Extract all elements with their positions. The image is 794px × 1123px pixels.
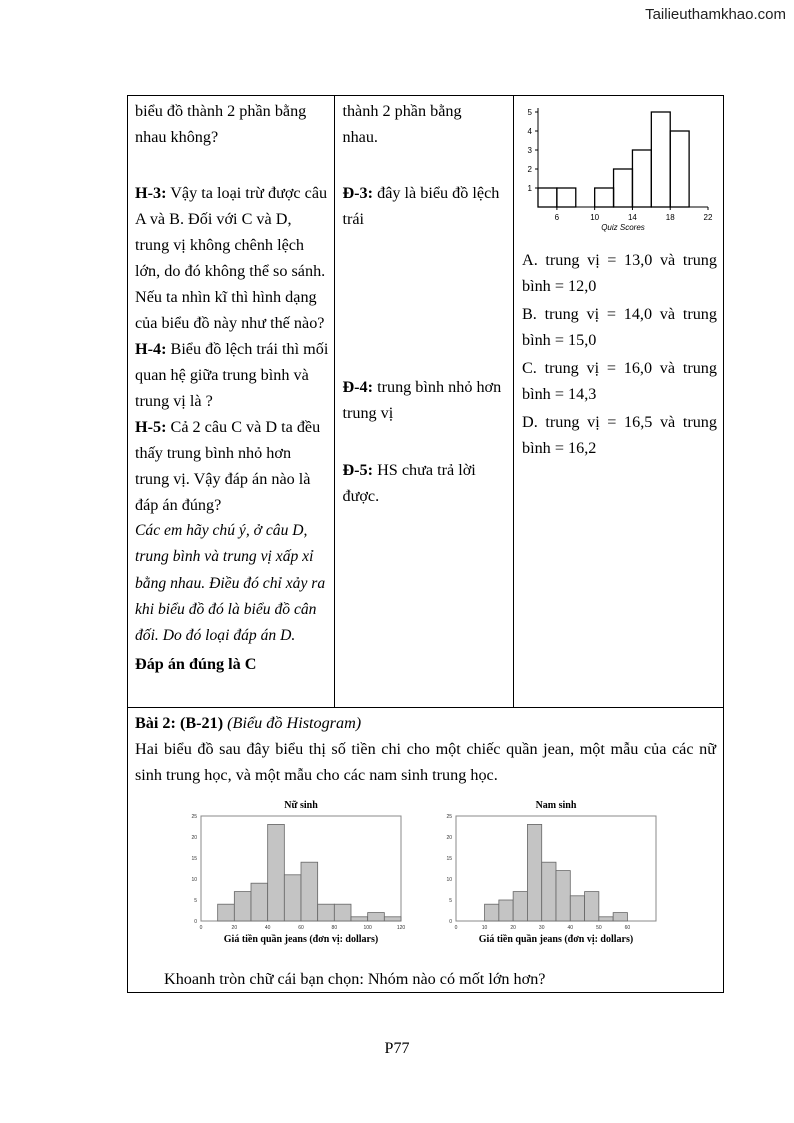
watermark: Tailieuthamkhao.com	[645, 6, 786, 23]
x-tick-label: 100	[363, 925, 372, 931]
histogram-bar	[334, 904, 351, 921]
histogram-bar	[301, 862, 318, 921]
x-tick-label: 0	[454, 925, 458, 931]
x-tick-label: 120	[396, 925, 406, 931]
chart-title: Nam sinh	[535, 800, 577, 811]
histogram-bar	[614, 169, 633, 207]
histogram-bar	[251, 883, 268, 921]
histogram-bar	[632, 150, 651, 207]
exercise-title-italic: (Biểu đồ Histogram)	[227, 714, 362, 732]
lesson-table	[127, 95, 724, 993]
y-tick-label: 25	[191, 814, 197, 820]
exercise-2-cell	[128, 708, 724, 993]
option-d: D. trung vị = 16,5 và trung bình = 16,2	[522, 413, 717, 457]
y-tick-label: 0	[449, 919, 452, 925]
x-tick-label: 20	[231, 925, 238, 931]
x-tick-label: 22	[703, 213, 713, 222]
x-tick-label: 40	[567, 925, 574, 931]
boys-histogram	[440, 796, 668, 954]
answer-fragment-line2: nhau.	[342, 128, 378, 146]
histogram-bar	[218, 904, 235, 921]
d5-label: Đ-5:	[342, 461, 374, 479]
y-tick-label: 5	[194, 898, 197, 904]
table-row	[128, 708, 724, 993]
h4-text: Biểu đồ lệch trái thì mối quan hệ giữa trung bình và trung vị là ?	[135, 340, 329, 410]
question-fragment-line1: biểu đồ thành 2 phần bằng	[135, 102, 307, 120]
histogram-bar	[485, 904, 499, 921]
chart-title: Nữ sinh	[284, 800, 318, 811]
x-tick-label: 50	[596, 925, 602, 931]
y-tick-label: 15	[191, 856, 197, 862]
histogram-bar	[542, 862, 556, 921]
x-axis-label: Giá tiền quần jeans (đơn vị: dollars)	[478, 934, 634, 945]
y-tick-label: 10	[446, 877, 452, 883]
exercise-title	[135, 710, 716, 736]
x-tick-label: 60	[298, 925, 304, 931]
question-fragment-line2: nhau không?	[135, 128, 219, 146]
histogram-bar	[595, 188, 614, 207]
h4-paragraph	[135, 336, 328, 414]
x-tick-label: 20	[510, 925, 516, 931]
x-tick-label: 0	[199, 925, 203, 931]
table-row	[128, 96, 724, 708]
y-tick-label: 1	[527, 184, 532, 193]
y-tick-label: 20	[446, 835, 452, 841]
y-tick-label: 0	[194, 919, 197, 925]
h4-label: H-4:	[135, 340, 167, 358]
histogram-bar	[599, 917, 613, 921]
histogram-bar	[570, 896, 584, 921]
histogram-bar	[318, 904, 335, 921]
h3-label: H-3:	[135, 184, 167, 202]
y-tick-label: 15	[446, 856, 452, 862]
student-answers-cell	[335, 96, 514, 708]
y-tick-label: 4	[527, 127, 532, 136]
x-axis-label: Giá tiền quần jeans (đơn vị: dollars)	[223, 934, 379, 945]
teacher-questions-cell	[128, 96, 335, 708]
x-tick-label: 60	[624, 925, 631, 931]
x-tick-label: 10	[590, 213, 600, 222]
d3-text: đây là biểu đồ lệch trái	[342, 184, 500, 228]
histogram-bar	[527, 824, 541, 921]
histogram-bar	[499, 900, 513, 921]
x-tick-label: 14	[627, 213, 637, 222]
y-tick-label: 20	[191, 835, 197, 841]
histogram-bar	[651, 112, 670, 207]
options-cell	[514, 96, 724, 708]
x-tick-label: 30	[538, 925, 545, 931]
correct-answer: Đáp án đúng là C	[135, 655, 257, 674]
d4-label: Đ-4:	[342, 378, 374, 396]
h5-paragraph	[135, 414, 328, 518]
y-tick-label: 5	[449, 898, 452, 904]
h3-paragraph	[135, 180, 328, 336]
h5-text: Cả 2 câu C và D ta đều thấy trung bình nhỏ hơn trung vị. Vậy đáp án nào là đáp án đúng?	[135, 418, 321, 514]
x-tick-label: 80	[331, 925, 338, 931]
answer-fragment-line1: thành 2 phần bằng	[342, 102, 462, 120]
histogram-bar	[284, 875, 301, 921]
histogram-bar	[513, 892, 527, 921]
page-number: P77	[384, 1040, 410, 1057]
y-tick-label: 5	[527, 108, 532, 117]
x-axis-label: Quiz Scores	[601, 223, 645, 232]
d5-text: HS chưa trả lời được.	[342, 461, 476, 505]
d4-text: trung bình nhỏ hơn trung vị	[342, 378, 502, 422]
d3-paragraph	[342, 180, 507, 232]
d4-paragraph	[342, 374, 507, 426]
option-a: A. trung vị = 13,0 và trung bình = 12,0	[522, 251, 717, 295]
x-tick-label: 40	[264, 925, 271, 931]
quiz-scores-histogram	[520, 102, 716, 236]
x-tick-label: 6	[554, 213, 560, 222]
h3-text: Vậy ta loại trừ được câu A và B. Đối với C và D, trung vị không chênh lệch lớn, do đó không thể so sánh. Nếu ta nhìn kĩ thì hình dạng của biểu đồ này như thế nào?	[135, 184, 328, 332]
exercise-title-bold: Bài 2: (B-21)	[135, 714, 224, 732]
histogram-bar	[351, 917, 368, 921]
teacher-note: Các em hãy chú ý, ở câu D, trung bình và trung vị xấp xỉ bằng nhau. Điều đó chỉ xảy ra khi biểu đồ đó là biểu đồ cân đối. Do đó loại đáp án D.	[135, 522, 326, 645]
histogram-bar	[268, 824, 285, 921]
histogram-bar	[234, 892, 251, 921]
histogram-bar	[556, 871, 570, 921]
y-tick-label: 10	[191, 877, 197, 883]
x-tick-label: 10	[481, 925, 488, 931]
y-tick-label: 2	[527, 165, 532, 174]
h5-label: H-5:	[135, 418, 167, 436]
histogram-bar	[613, 913, 627, 921]
d5-paragraph	[342, 457, 507, 509]
x-tick-label: 18	[665, 213, 675, 222]
histogram-bar	[557, 188, 576, 207]
histogram-bar	[384, 917, 401, 921]
histogram-bar	[538, 188, 557, 207]
exercise-text: Hai biểu đồ sau đây biểu thị số tiền chi cho một chiếc quần jean, một mẫu của các nữ sinh trung học, và một mẫu cho các nam sinh trung học.	[135, 740, 716, 784]
option-b: B. trung vị = 14,0 và trung bình = 15,0	[522, 305, 717, 349]
histogram-bar	[670, 131, 689, 207]
option-c: C. trung vị = 16,0 và trung bình = 14,3	[522, 359, 717, 403]
girls-histogram	[185, 796, 413, 954]
exercise-question: Khoanh tròn chữ cái bạn chọn: Nhóm nào có mốt lớn hơn?	[164, 970, 546, 988]
d3-label: Đ-3:	[342, 184, 374, 202]
histogram-bar	[585, 892, 599, 921]
y-tick-label: 3	[527, 146, 532, 155]
histogram-bar	[368, 913, 385, 921]
y-tick-label: 25	[446, 814, 452, 820]
